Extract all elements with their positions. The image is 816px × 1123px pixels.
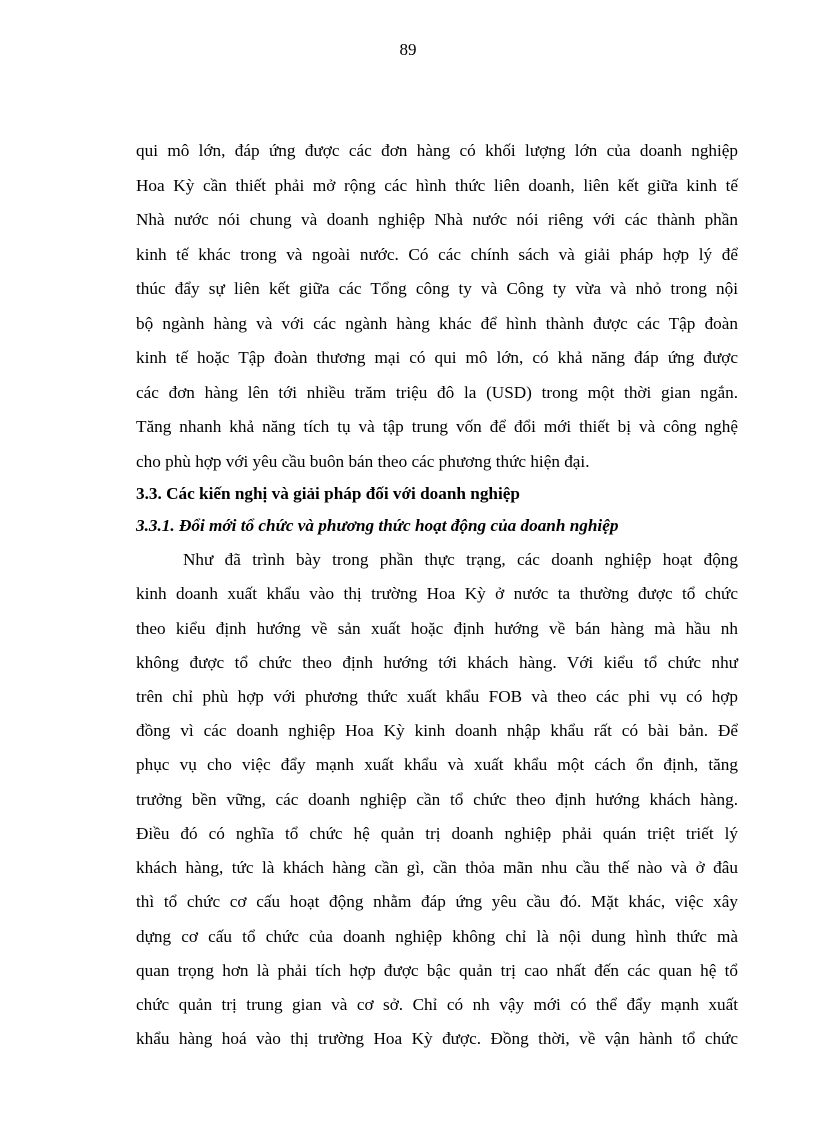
text-line: phục vụ cho việc đẩy mạnh xuất khẩu và xuất khẩu một cách ổn định, tăng (136, 755, 738, 774)
text-line: Như đã trình bày trong phần thực trạng, các doanh nghiệp hoạt động (183, 550, 738, 569)
text-line: bộ ngành hàng và với các ngành hàng khác để hình thành được các Tập đoàn (136, 314, 738, 333)
text-line: kinh doanh xuất khẩu vào thị trường Hoa Kỳ ở nước ta thường được tổ chức (136, 584, 738, 603)
text-line: dựng cơ cấu tổ chức của doanh nghiệp không chỉ là nội dung hình thức mà (136, 927, 738, 946)
text-line: theo kiểu định hướng về sản xuất hoặc định hướng về bán hàng mà hầu nh (136, 619, 738, 638)
text-line: cho phù hợp với yêu cầu buôn bán theo các phương thức hiện đại. (136, 452, 590, 471)
text-line: thúc đẩy sự liên kết giữa các Tổng công ty và Công ty vừa và nhỏ trong nội (136, 279, 738, 298)
text-line: quan trọng hơn là phải tích hợp được bậc quản trị cao nhất đến các quan hệ tổ (136, 961, 738, 980)
text-line: Tăng nhanh khả năng tích tụ và tập trung vốn để đổi mới thiết bị và công nghệ (136, 417, 738, 436)
text-line: trưởng bền vững, các doanh nghiệp cần tổ chức theo định hướng khách hàng. (136, 790, 738, 809)
subsection-heading: 3.3.1. Đổi mới tổ chức và phương thức hoạt động của doanh nghiệp (136, 516, 619, 535)
text-line: không được tổ chức theo định hướng tới khách hàng. Với kiểu tổ chức như (136, 653, 738, 672)
page-number: 89 (399, 40, 417, 59)
text-line: chức quản trị trung gian và cơ sở. Chỉ có nh vậy mới có thể đẩy mạnh xuất (136, 995, 738, 1014)
text-line: Điều đó có nghĩa tổ chức hệ quản trị doanh nghiệp phải quán triệt triết lý (136, 824, 738, 843)
text-line: kinh tế khác trong và ngoài nước. Có các chính sách và giải pháp hợp lý để (136, 245, 738, 264)
text-line: trên chỉ phù hợp với phương thức xuất khẩu FOB và theo các phi vụ có hợp (136, 687, 738, 706)
section-heading: 3.3. Các kiến nghị và giải pháp đối với doanh nghiệp (136, 484, 520, 503)
text-line: Nhà nước nói chung và doanh nghiệp Nhà nước nói riêng với các thành phần (136, 210, 738, 229)
text-line: qui mô lớn, đáp ứng được các đơn hàng có khối lượng lớn của doanh nghiệp (136, 141, 738, 160)
text-line: thì tổ chức cơ cấu hoạt động nhằm đáp ứng yêu cầu đó. Mặt khác, việc xây (136, 892, 738, 911)
text-line: đồng vì các doanh nghiệp Hoa Kỳ kinh doanh nhập khẩu rất có bài bản. Để (136, 721, 738, 740)
text-line: khẩu hàng hoá vào thị trường Hoa Kỳ được. Đồng thời, về vận hành tổ chức (136, 1029, 738, 1048)
text-line: khách hàng, tức là khách hàng cần gì, cần thỏa mãn nhu cầu thế nào và ở đâu (136, 858, 738, 877)
text-line: các đơn hàng lên tới nhiều trăm triệu đô la (USD) trong một thời gian ngắn. (136, 383, 738, 402)
text-line: kinh tế hoặc Tập đoàn thương mại có qui mô lớn, có khả năng đáp ứng được (136, 348, 738, 367)
text-line: Hoa Kỳ cần thiết phải mở rộng các hình thức liên doanh, liên kết giữa kinh tế (136, 176, 738, 195)
